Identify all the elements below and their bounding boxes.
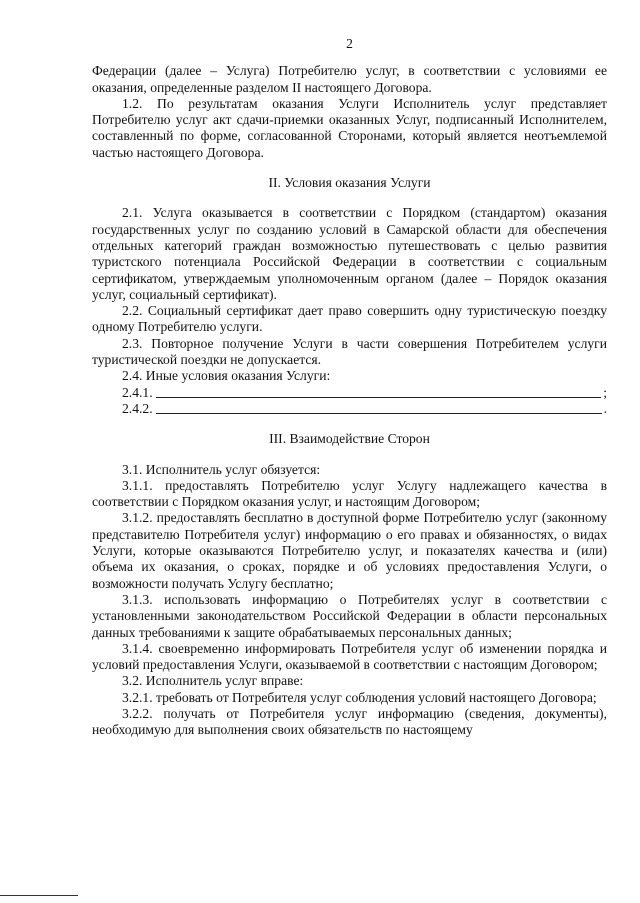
clause-1-2: 1.2. По результатам оказания Услуги Исполнитель услуг представляет Потребителю услуг акт сдачи-приемки оказанных Услуг, подписанный Исполнителем, составленный по форме, согласованной Сторонами, который является неотъемлемой частью настоящего Договора. [92, 95, 607, 160]
footnote-rule [0, 895, 78, 896]
document-page [92, 36, 607, 739]
clause-3-1: 3.1. Исполнитель услуг обязуется: [122, 461, 321, 477]
clause-2-1: 2.1. Услуга оказывается в соответствии с Порядком (стандартом) оказания государственных услуг по созданию условий в Самарской области для обеспечения отдельных категорий граждан возможностью путешествовать с целью развития туристского потенциала Российской Федерации в соответствии с социальным сертификатом, утверждаемым уполномоченным органом (далее – Порядок оказания услуг, социальный сертификат). [92, 205, 607, 302]
clause-2-4-1-end: ; [603, 384, 607, 400]
page-number: 2 [346, 36, 353, 51]
blank-fill-line [156, 412, 602, 414]
clause-2-4-2-end: . [603, 400, 607, 416]
section-3-heading: III. Взаимодействие Сторон [269, 431, 430, 447]
clause-2-4-2-label: 2.4.2. [122, 400, 153, 416]
intro-paragraph-1: Федерации (далее – Услуга) Потребителю услуг, в соответствии с условиями ее оказания, определенные разделом II настоящего Договора. [92, 63, 607, 95]
clause-3-2: 3.2. Исполнитель услуг вправе: [122, 673, 304, 689]
clause-2-4-1-label: 2.4.1. [122, 384, 153, 400]
clause-2-4: 2.4. Иные условия оказания Услуги: [122, 368, 331, 384]
clause-3-1-3: 3.1.3. использовать информацию о Потребителях услуг в соответствии с установленными законодательством Российской Федерации в области персональных данных требованиями к защите обрабатываемых персональных данных; [92, 591, 607, 640]
clause-2-4-2-blank [92, 401, 607, 417]
clause-3-1-2: 3.1.2. предоставлять бесплатно в доступной форме Потребителю услуг (законному представителю Потребителя услуг) информацию о его правах и обязанностях, о видах Услуги, которые оказываются Потребителю услуг, и показателях качества и (или) объема их оказания, о сроках, порядке и об условиях предоставления Услуги, о возможности получать Услугу бесплатно; [92, 510, 607, 591]
clause-3-1-1: 3.1.1. предоставлять Потребителю услуг Услугу надлежащего качества в соответствии с Порядком оказания услуг, и настоящим Договором; [92, 477, 607, 510]
clause-2-2: 2.2. Социальный сертификат дает право совершить одну туристическую поездку одному Потребителю услуги. [92, 303, 607, 335]
clause-3-2-1: 3.2.1. требовать от Потребителя услуг соблюдения условий настоящего Договора; [122, 689, 597, 705]
clause-3-1-4: 3.1.4. своевременно информировать Потребителя услуг об изменении порядка и условий предоставления Услуги, оказываемой в соответствии с настоящим Договором; [92, 640, 607, 673]
section-2-heading: II. Условия оказания Услуги [268, 175, 431, 191]
clause-2-4-1-blank [92, 385, 607, 401]
clause-3-2-2: 3.2.2. получать от Потребителя услуг информацию (сведения, документы), необходимую для выполнения своих обязательств по настоящему [92, 705, 607, 738]
clause-2-3: 2.3. Повторное получение Услуги в части совершения Потребителем услуги туристической поездки не допускается. [92, 335, 607, 368]
blank-fill-line [156, 396, 602, 398]
